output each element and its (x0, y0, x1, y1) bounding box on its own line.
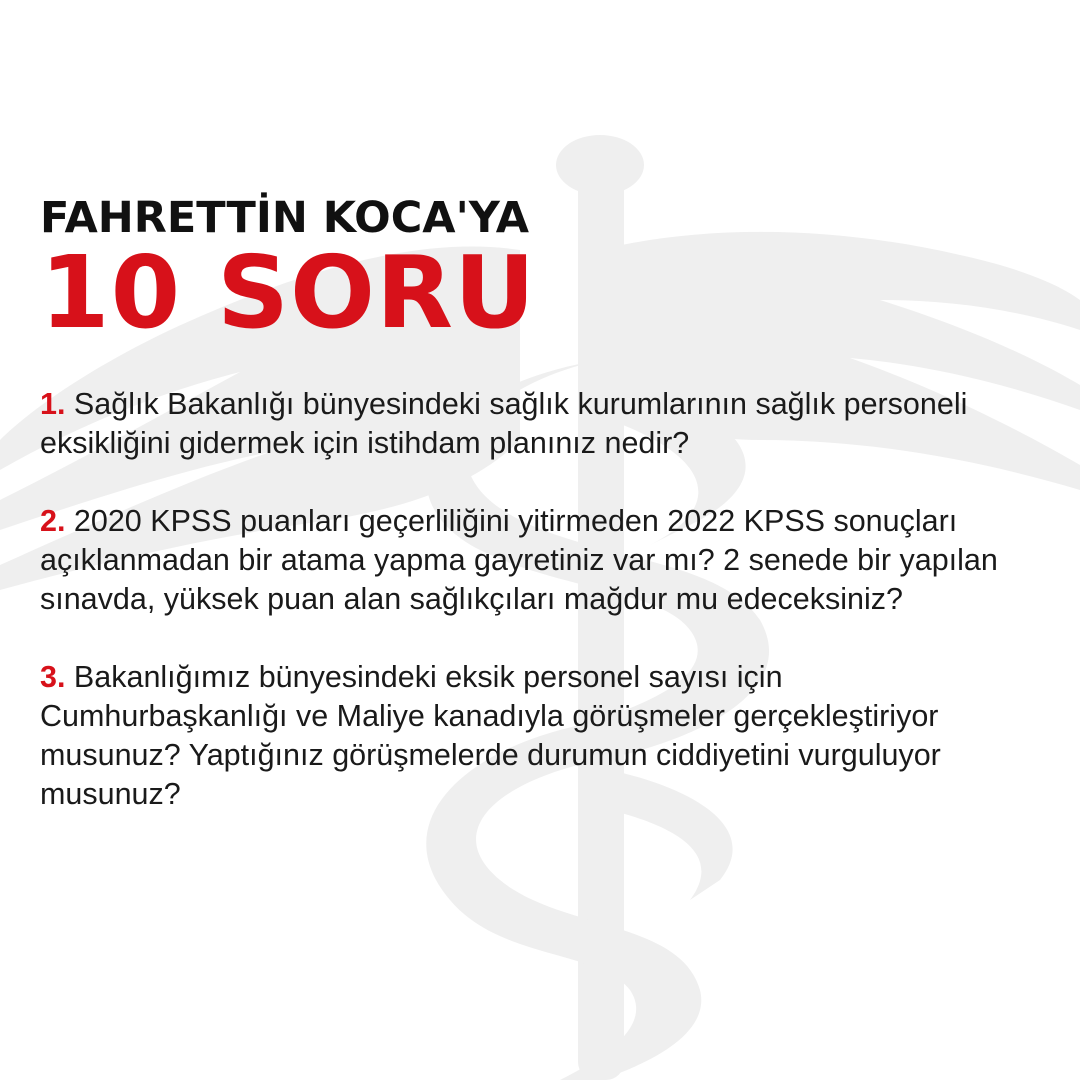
headline-title: 10 SORU (40, 234, 537, 351)
question-number: 2. (40, 504, 66, 538)
question-item (40, 502, 1030, 619)
kicker-title: FAHRETTİN KOCA'YA (40, 193, 530, 243)
content-block (40, 195, 1040, 853)
question-number: 3. (40, 660, 66, 694)
question-number: 1. (40, 387, 66, 421)
question-text: Bakanlığımız bünyesindeki eksik personel sayısı için Cumhurbaşkanlığı ve Maliye kanadıyla görüşmeler gerçekleştiriyor musunuz? Yaptığınız görüşmelerde durumun ciddiyetini vurguluyor musunuz? (40, 660, 941, 811)
question-text: 2020 KPSS puanları geçerliliğini yitirmeden 2022 KPSS sonuçları açıklanmadan bir atama yapma gayretiniz var mı? 2 senede bir yapılan sınavda, yüksek puan alan sağlıkçıları mağdur mu edeceksiniz? (40, 504, 998, 616)
question-item (40, 658, 1030, 814)
question-text: Sağlık Bakanlığı bünyesindeki sağlık kurumlarının sağlık personeli eksikliğini gidermek için istihdam planınız nedir? (40, 387, 968, 460)
question-list (40, 385, 1040, 814)
question-item (40, 385, 1030, 463)
